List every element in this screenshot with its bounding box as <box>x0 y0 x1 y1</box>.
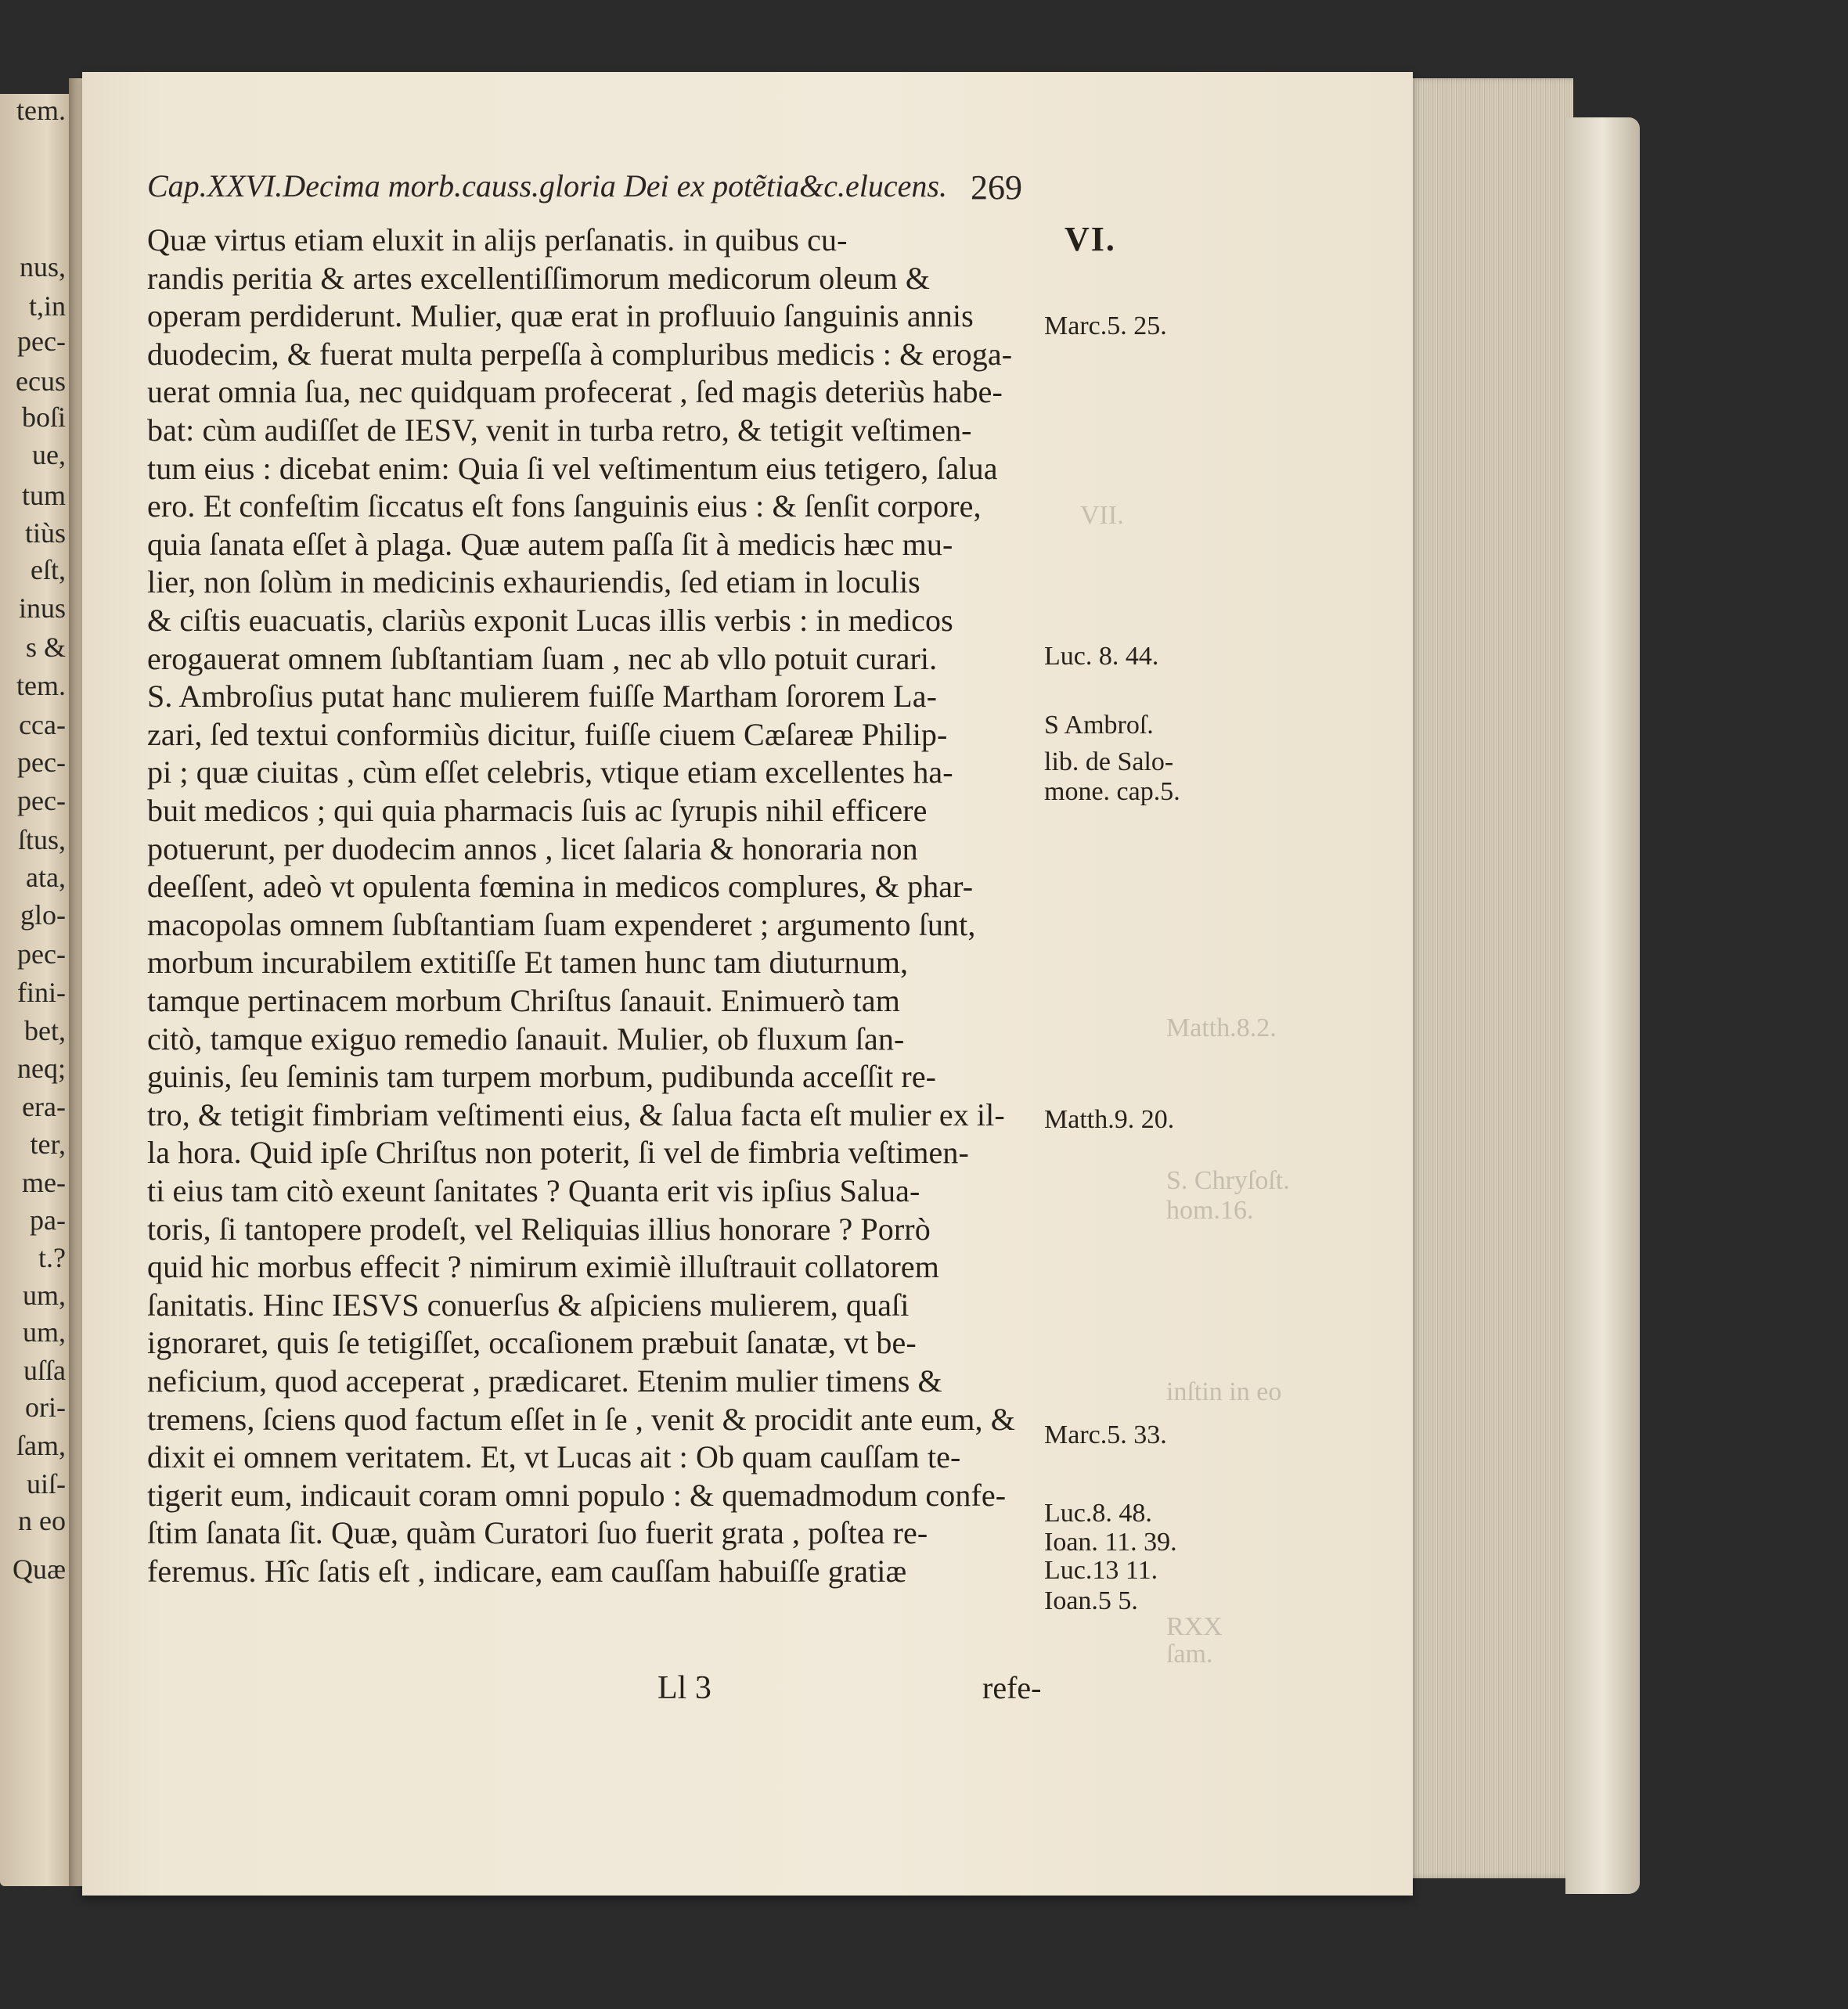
left-page-fragment: bet, <box>24 1015 66 1046</box>
page-number: 269 <box>971 168 1022 207</box>
text-line: quia ſanata eſſet à plaga. Quæ autem paſſa ſit à medicis hæc mu- <box>147 526 953 562</box>
show-through-text: RXX <box>1166 1612 1223 1641</box>
left-page-fragment: um, <box>22 1316 66 1348</box>
text-line: erogauerat omnem ſubſtantiam ſuam , nec ab vllo potuit curari. <box>147 640 938 676</box>
left-page-fragment: glo- <box>20 899 66 931</box>
text-line: macopolas omnem ſubſtantiam ſuam expenderet ; argumento ſunt, <box>147 906 976 942</box>
margin-note: Luc. 8. 44. <box>1044 642 1159 671</box>
text-line: la hora. Quid ipſe Chriſtus non poterit, ſi vel de fimbria veſtimen- <box>147 1135 969 1171</box>
catchword: refe- <box>982 1670 1042 1705</box>
text-line: potuerunt, per duodecim annos , licet ſalaria & honoraria non <box>147 830 918 866</box>
show-through-text: hom.16. <box>1166 1196 1254 1225</box>
text-line: ſanitatis. Hinc IESVS conuerſus & aſpiciens mulierem, quaſi <box>147 1287 910 1323</box>
text-line: & ciſtis euacuatis, clariùs exponit Lucas illis verbis : in medicos <box>147 603 953 638</box>
left-page-fragment: ſam, <box>16 1430 66 1461</box>
left-page-fragment: me- <box>22 1167 66 1198</box>
show-through-text: ſam. <box>1166 1640 1213 1669</box>
show-through-text: Matth.8.2. <box>1166 1014 1277 1042</box>
text-line: buit medicos ; qui quia pharmacis ſuis ac ſyrupis nihil efficere <box>147 793 928 828</box>
margin-note: lib. de Salo- <box>1044 747 1174 776</box>
text-line: operam perdiderunt. Mulier, quæ erat in profluuio ſanguinis annis <box>147 298 974 334</box>
left-page-fragment: eſt, <box>31 554 66 585</box>
text-line: Quæ virtus etiam eluxit in alijs perſanatis. in quibus cu- <box>147 222 848 257</box>
margin-note: Marc.5. 25. <box>1044 311 1167 340</box>
left-page-fragment: ter, <box>30 1129 66 1160</box>
text-line: ſtim ſanata ſit. Quæ, quàm Curatori ſuo fuerit grata , poſtea re- <box>147 1515 928 1551</box>
margin-note: Marc.5. 33. <box>1044 1420 1167 1449</box>
text-line: morbum incurabilem extitiſſe Et tamen hunc tam diuturnum, <box>147 945 909 981</box>
text-line: bat: cùm audiſſet de IESV, venit in turba retro, & tetigit veſtimen- <box>147 412 972 448</box>
left-page-fragment: neq; <box>17 1053 66 1084</box>
text-line: ero. Et confeſtim ſiccatus eſt fons ſanguinis eius : & ſenſit corpore, <box>147 488 982 524</box>
left-page-fragment: inus <box>18 592 66 624</box>
text-line: guinis, ſeu ſeminis tam turpem morbum, pudibunda acceſſit re- <box>147 1059 937 1095</box>
left-page-fragment: n eo <box>18 1505 66 1536</box>
left-page-fragment: cca- <box>19 709 66 740</box>
left-page-fragment: tum <box>21 480 66 511</box>
text-line: uerat omnia ſua, nec quidquam profecerat , ſed magis deteriùs habe- <box>147 374 1003 410</box>
left-page-fragment: t.? <box>38 1242 66 1273</box>
left-page-fragment: pec- <box>17 785 66 816</box>
text-line: tum eius : dicebat enim: Quia ſi vel veſtimentum eius tetigero, ſalua <box>147 450 998 486</box>
left-page-fragment: pec- <box>17 326 66 357</box>
left-page-fragment: um, <box>22 1280 66 1311</box>
text-line: randis peritia & artes excellentiſſimorum medicorum oleum & <box>147 260 931 296</box>
text-line: ti eius tam citò exeunt ſanitates ? Quanta erit vis ipſius Salua- <box>147 1173 920 1208</box>
left-page-fragment: ue, <box>32 439 66 470</box>
running-head: Cap.XXVI.Decima morb.causs.gloria Dei ex potẽtia&c.elucens. <box>147 168 947 203</box>
show-through-text: VII. <box>1080 501 1124 530</box>
text-line: tremens, ſciens quod factum eſſet in ſe , venit & procidit ante eum, & <box>147 1401 1015 1437</box>
text-line: quid hic morbus effecit ? nimirum eximiè illuſtrauit collatorem <box>147 1249 939 1285</box>
left-page-fragment: pa- <box>30 1204 66 1236</box>
left-page-fragment: ata, <box>26 862 66 893</box>
text-line: deeſſent, adeò vt opulenta fœmina in medicos complures, & phar- <box>147 869 974 905</box>
left-page-fragment: t,in <box>28 290 66 322</box>
margin-note: S Ambroſ. <box>1044 711 1154 740</box>
margin-note: Luc.8. 48. <box>1044 1499 1152 1528</box>
margin-note: Ioan. 11. 39. <box>1044 1528 1177 1557</box>
left-page-fragment: tiùs <box>24 517 66 549</box>
left-page-fragment: nus, <box>19 251 66 283</box>
text-line: ignoraret, quis ſe tetigiſſet, occaſionem præbuit ſanatæ, vt be- <box>147 1325 917 1361</box>
text-line: toris, ſi tantopere prodeſt, vel Reliquias illius honorare ? Porrò <box>147 1211 931 1247</box>
left-page-fragment: Quæ <box>12 1554 66 1585</box>
left-page-fragment: uſſa <box>23 1355 66 1386</box>
text-line: tigerit eum, indicauit coram omni populo : & quemadmodum confe- <box>147 1477 1007 1513</box>
text-line: neficium, quod acceperat , prædicaret. Etenim mulier timens & <box>147 1363 942 1399</box>
text-line: pi ; quæ ciuitas , cùm eſſet celebris, vtique etiam excellentes ha- <box>147 754 953 790</box>
left-page-fragment: s & <box>25 632 66 663</box>
text-line: dixit ei omnem veritatem. Et, vt Lucas ait : Ob quam cauſſam te- <box>147 1439 961 1475</box>
left-page-fragment: pec- <box>17 747 66 778</box>
left-page-fragment: ori- <box>25 1392 66 1423</box>
text-line: tro, & tetigit fimbriam veſtimenti eius, & ſalua facta eſt mulier ex il- <box>147 1096 1005 1132</box>
text-line: citò, tamque exiguo remedio ſanauit. Mulier, ob fluxum ſan- <box>147 1021 905 1057</box>
left-page-fragment: ſtus, <box>17 824 66 855</box>
left-page-fragment: uiſ- <box>27 1468 66 1500</box>
show-through-text: S. Chryſoſt. <box>1166 1166 1290 1195</box>
text-line: S. Ambroſius putat hanc mulierem fuiſſe Martham ſororem La- <box>147 679 937 715</box>
margin-note: Luc.13 11. <box>1044 1556 1158 1585</box>
text-line: tamque pertinacem morbum Chriſtus ſanauit. Enimuerò tam <box>147 983 900 1018</box>
text-line: zari, ſed textui conformiùs dicitur, fuiſſe ciuem Cæſareæ Philip- <box>147 716 948 752</box>
text-line: feremus. Hîc ſatis eſt , indicare, eam cauſſam habuiſſe gratiæ <box>147 1554 907 1589</box>
left-page-fragment: ecus <box>16 365 66 397</box>
margin-note: Matth.9. 20. <box>1044 1105 1175 1134</box>
left-page-fragment: era- <box>22 1091 66 1122</box>
show-through-text: inſtin in eo <box>1166 1377 1282 1406</box>
signature-mark: Ll 3 <box>657 1670 711 1706</box>
text-line: duodecim, & fuerat multa perpeſſa à compluribus medicis : & eroga- <box>147 336 1013 372</box>
margin-note: Ioan.5 5. <box>1044 1586 1138 1615</box>
left-page-fragment: fini- <box>17 977 66 1008</box>
margin-note: mone. cap.5. <box>1044 777 1180 806</box>
left-page-fragment: tem. <box>16 95 66 126</box>
text-line: lier, non ſolùm in medicinis exhauriendis, ſed etiam in loculis <box>147 564 920 600</box>
left-page-fragment: boſi <box>21 401 66 433</box>
left-page-edge <box>0 94 78 1886</box>
back-cover-board <box>1565 117 1640 1894</box>
margin-note: VI. <box>1064 220 1116 258</box>
left-page-fragment: tem. <box>16 670 66 701</box>
left-page-fragment: pec- <box>17 938 66 970</box>
